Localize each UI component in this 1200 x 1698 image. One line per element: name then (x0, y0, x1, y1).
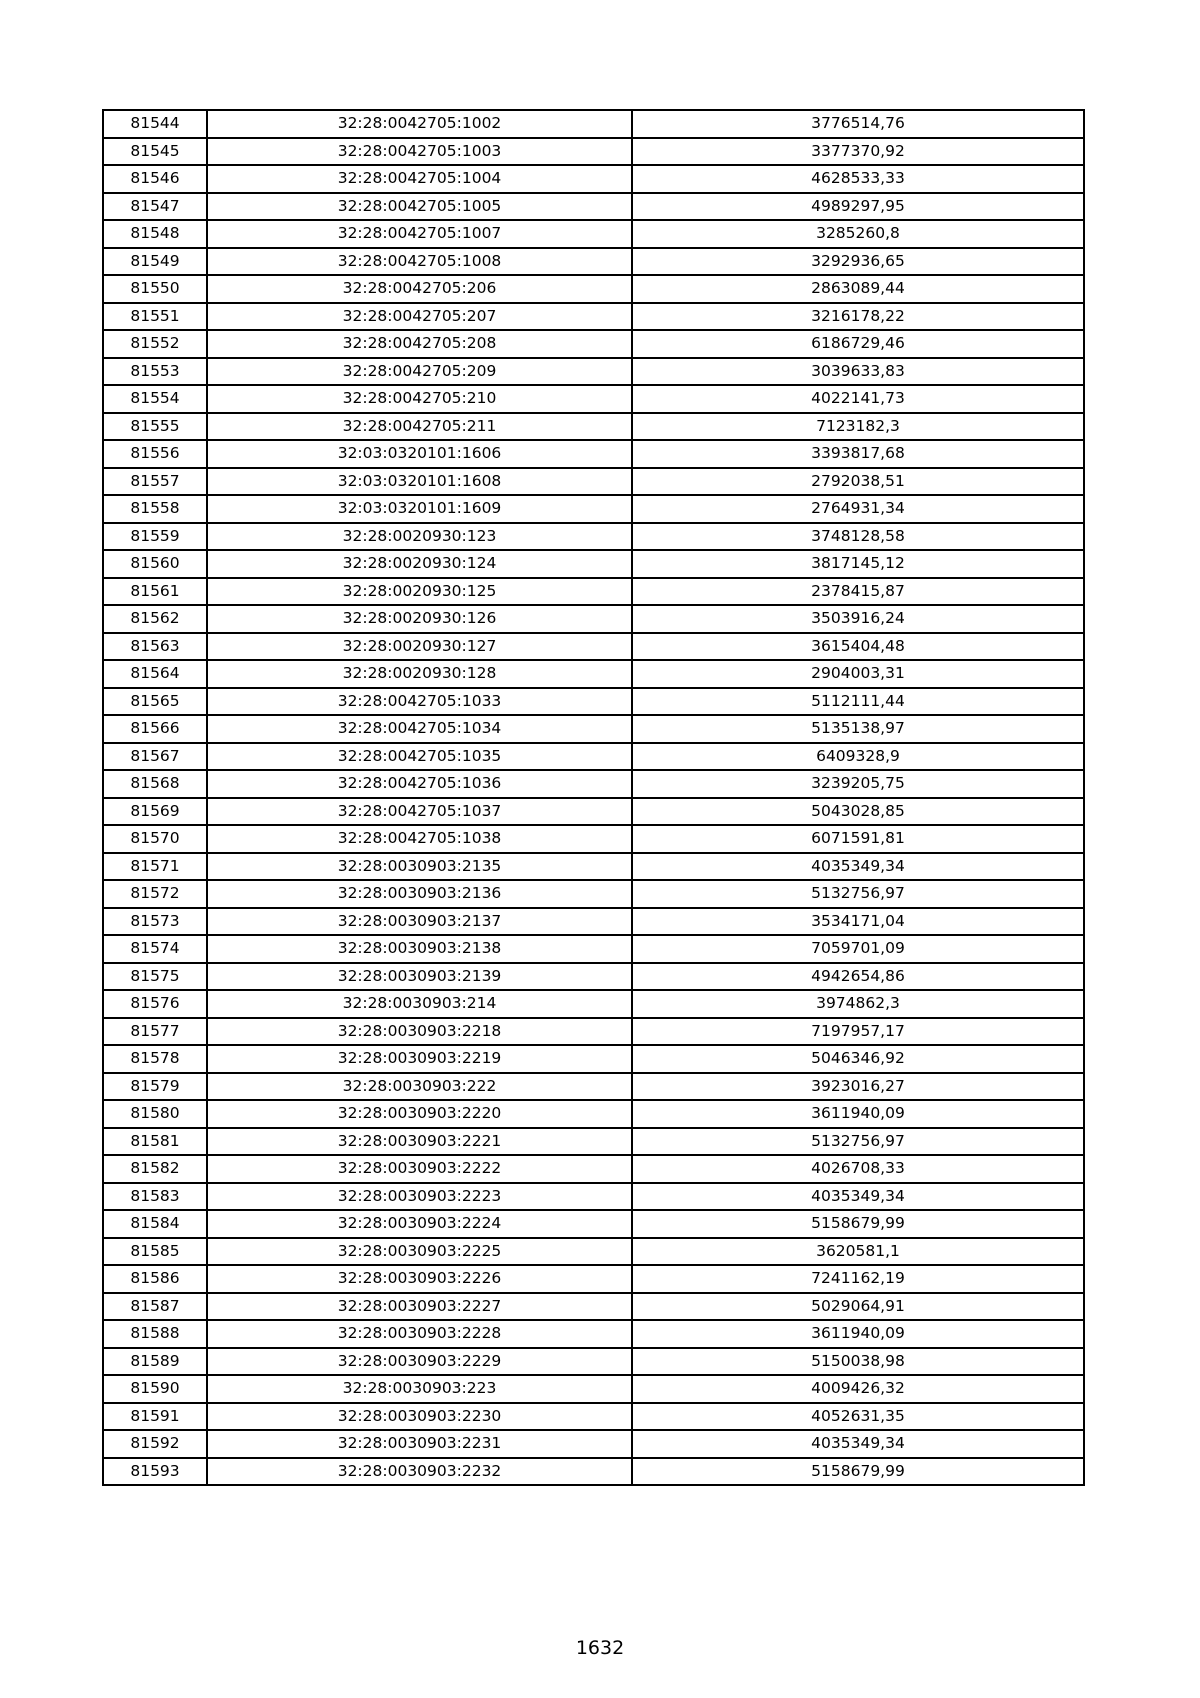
row-number-cell: 81588 (103, 1320, 207, 1348)
row-number-cell: 81558 (103, 495, 207, 523)
cadastral-number-cell: 32:28:0030903:223 (207, 1375, 632, 1403)
row-number-cell: 81560 (103, 550, 207, 578)
cadastral-number-cell: 32:28:0030903:2219 (207, 1045, 632, 1073)
cadastral-number-cell: 32:28:0030903:2223 (207, 1183, 632, 1211)
cadastral-value-cell: 4035349,34 (632, 1183, 1084, 1211)
row-number-cell: 81587 (103, 1293, 207, 1321)
cadastral-number-cell: 32:28:0030903:2221 (207, 1128, 632, 1156)
cadastral-number-cell: 32:28:0030903:2222 (207, 1155, 632, 1183)
cadastral-value-cell: 3292936,65 (632, 248, 1084, 276)
cadastral-value-cell: 5158679,99 (632, 1210, 1084, 1238)
cadastral-number-cell: 32:28:0042705:1004 (207, 165, 632, 193)
table-row (103, 358, 1084, 386)
row-number-cell: 81550 (103, 275, 207, 303)
cadastral-value-cell: 6409328,9 (632, 743, 1084, 771)
cadastral-number-cell: 32:28:0030903:2228 (207, 1320, 632, 1348)
row-number-cell: 81546 (103, 165, 207, 193)
table-row (103, 248, 1084, 276)
table-row (103, 1073, 1084, 1101)
row-number-cell: 81568 (103, 770, 207, 798)
cadastral-number-cell: 32:28:0020930:123 (207, 523, 632, 551)
cadastral-value-cell: 6071591,81 (632, 825, 1084, 853)
cadastral-number-cell: 32:28:0042705:211 (207, 413, 632, 441)
table-row (103, 1155, 1084, 1183)
table-row (103, 1018, 1084, 1046)
cadastral-number-cell: 32:28:0042705:1036 (207, 770, 632, 798)
cadastral-value-cell: 4989297,95 (632, 193, 1084, 221)
row-number-cell: 81544 (103, 110, 207, 138)
cadastral-number-cell: 32:28:0030903:2225 (207, 1238, 632, 1266)
table-row (103, 743, 1084, 771)
cadastral-number-cell: 32:28:0042705:210 (207, 385, 632, 413)
cadastral-value-cell: 4035349,34 (632, 1430, 1084, 1458)
row-number-cell: 81557 (103, 468, 207, 496)
cadastral-value-cell: 3377370,92 (632, 138, 1084, 166)
cadastral-value-cell: 5043028,85 (632, 798, 1084, 826)
row-number-cell: 81575 (103, 963, 207, 991)
cadastral-value-cell: 5150038,98 (632, 1348, 1084, 1376)
table-row (103, 193, 1084, 221)
cadastral-value-cell: 3611940,09 (632, 1320, 1084, 1348)
table-row (103, 1458, 1084, 1486)
row-number-cell: 81547 (103, 193, 207, 221)
row-number-cell: 81555 (103, 413, 207, 441)
cadastral-value-cell: 7059701,09 (632, 935, 1084, 963)
table-row (103, 688, 1084, 716)
row-number-cell: 81589 (103, 1348, 207, 1376)
cadastral-value-cell: 2378415,87 (632, 578, 1084, 606)
row-number-cell: 81571 (103, 853, 207, 881)
table-row (103, 825, 1084, 853)
row-number-cell: 81579 (103, 1073, 207, 1101)
cadastral-value-cell: 3615404,48 (632, 633, 1084, 661)
cadastral-value-cell: 7241162,19 (632, 1265, 1084, 1293)
cadastral-value-cell: 6186729,46 (632, 330, 1084, 358)
cadastral-number-cell: 32:28:0042705:1008 (207, 248, 632, 276)
cadastral-number-cell: 32:28:0030903:2231 (207, 1430, 632, 1458)
cadastral-value-cell: 3923016,27 (632, 1073, 1084, 1101)
table-row (103, 110, 1084, 138)
table-row (103, 275, 1084, 303)
cadastral-number-cell: 32:03:0320101:1606 (207, 440, 632, 468)
cadastral-number-cell: 32:28:0042705:1007 (207, 220, 632, 248)
cadastral-value-cell: 4628533,33 (632, 165, 1084, 193)
row-number-cell: 81591 (103, 1403, 207, 1431)
row-number-cell: 81548 (103, 220, 207, 248)
table-row (103, 715, 1084, 743)
cadastral-value-cell: 3817145,12 (632, 550, 1084, 578)
table-row (103, 1375, 1084, 1403)
cadastral-value-cell: 2764931,34 (632, 495, 1084, 523)
cadastral-value-cell: 5158679,99 (632, 1458, 1084, 1486)
row-number-cell: 81561 (103, 578, 207, 606)
cadastral-value-cell: 3039633,83 (632, 358, 1084, 386)
cadastral-value-table (102, 109, 1085, 1486)
cadastral-value-cell: 5132756,97 (632, 1128, 1084, 1156)
cadastral-value-cell: 3285260,8 (632, 220, 1084, 248)
row-number-cell: 81584 (103, 1210, 207, 1238)
table-row (103, 1210, 1084, 1238)
table-row (103, 633, 1084, 661)
cadastral-number-cell: 32:28:0030903:2229 (207, 1348, 632, 1376)
cadastral-number-cell: 32:28:0030903:222 (207, 1073, 632, 1101)
table-row (103, 1265, 1084, 1293)
row-number-cell: 81569 (103, 798, 207, 826)
table-row (103, 1430, 1084, 1458)
cadastral-number-cell: 32:28:0030903:2232 (207, 1458, 632, 1486)
cadastral-number-cell: 32:28:0020930:127 (207, 633, 632, 661)
row-number-cell: 81586 (103, 1265, 207, 1293)
table-row (103, 853, 1084, 881)
cadastral-number-cell: 32:28:0030903:2227 (207, 1293, 632, 1321)
cadastral-value-cell: 3620581,1 (632, 1238, 1084, 1266)
cadastral-number-cell: 32:28:0042705:1034 (207, 715, 632, 743)
cadastral-number-cell: 32:28:0042705:1038 (207, 825, 632, 853)
cadastral-number-cell: 32:28:0020930:126 (207, 605, 632, 633)
table-row (103, 990, 1084, 1018)
table-row (103, 468, 1084, 496)
table-row (103, 1293, 1084, 1321)
cadastral-value-cell: 5112111,44 (632, 688, 1084, 716)
table-body (103, 110, 1084, 1485)
table-row (103, 908, 1084, 936)
row-number-cell: 81552 (103, 330, 207, 358)
table-row (103, 413, 1084, 441)
row-number-cell: 81578 (103, 1045, 207, 1073)
table-row (103, 1100, 1084, 1128)
row-number-cell: 81549 (103, 248, 207, 276)
cadastral-value-cell: 2792038,51 (632, 468, 1084, 496)
table-row (103, 1403, 1084, 1431)
cadastral-value-cell: 2863089,44 (632, 275, 1084, 303)
cadastral-value-cell: 3216178,22 (632, 303, 1084, 331)
cadastral-number-cell: 32:28:0042705:1003 (207, 138, 632, 166)
cadastral-value-cell: 3393817,68 (632, 440, 1084, 468)
cadastral-number-cell: 32:28:0030903:2224 (207, 1210, 632, 1238)
table-row (103, 523, 1084, 551)
table-row (103, 220, 1084, 248)
cadastral-number-cell: 32:28:0030903:2218 (207, 1018, 632, 1046)
table-row (103, 1183, 1084, 1211)
row-number-cell: 81554 (103, 385, 207, 413)
table-row (103, 138, 1084, 166)
row-number-cell: 81582 (103, 1155, 207, 1183)
row-number-cell: 81573 (103, 908, 207, 936)
row-number-cell: 81566 (103, 715, 207, 743)
table-row (103, 330, 1084, 358)
cadastral-number-cell: 32:28:0020930:124 (207, 550, 632, 578)
cadastral-value-cell: 3534171,04 (632, 908, 1084, 936)
table-row (103, 770, 1084, 798)
table-row (103, 880, 1084, 908)
cadastral-value-cell: 5029064,91 (632, 1293, 1084, 1321)
cadastral-value-cell: 3611940,09 (632, 1100, 1084, 1128)
table-row (103, 165, 1084, 193)
table-row (103, 495, 1084, 523)
row-number-cell: 81574 (103, 935, 207, 963)
row-number-cell: 81564 (103, 660, 207, 688)
row-number-cell: 81576 (103, 990, 207, 1018)
table-row (103, 1045, 1084, 1073)
table-row (103, 1320, 1084, 1348)
row-number-cell: 81577 (103, 1018, 207, 1046)
cadastral-number-cell: 32:28:0042705:1035 (207, 743, 632, 771)
row-number-cell: 81563 (103, 633, 207, 661)
cadastral-value-cell: 4035349,34 (632, 853, 1084, 881)
cadastral-number-cell: 32:28:0030903:2230 (207, 1403, 632, 1431)
cadastral-value-cell: 4942654,86 (632, 963, 1084, 991)
table-row (103, 440, 1084, 468)
cadastral-number-cell: 32:28:0042705:206 (207, 275, 632, 303)
cadastral-number-cell: 32:28:0030903:2136 (207, 880, 632, 908)
row-number-cell: 81590 (103, 1375, 207, 1403)
cadastral-value-cell: 2904003,31 (632, 660, 1084, 688)
row-number-cell: 81583 (103, 1183, 207, 1211)
cadastral-number-cell: 32:03:0320101:1609 (207, 495, 632, 523)
cadastral-number-cell: 32:28:0042705:1037 (207, 798, 632, 826)
cadastral-number-cell: 32:28:0042705:1033 (207, 688, 632, 716)
row-number-cell: 81593 (103, 1458, 207, 1486)
cadastral-value-cell: 3239205,75 (632, 770, 1084, 798)
cadastral-value-cell: 3776514,76 (632, 110, 1084, 138)
cadastral-number-cell: 32:28:0042705:209 (207, 358, 632, 386)
row-number-cell: 81553 (103, 358, 207, 386)
cadastral-number-cell: 32:28:0030903:2139 (207, 963, 632, 991)
row-number-cell: 81567 (103, 743, 207, 771)
table-row (103, 798, 1084, 826)
cadastral-number-cell: 32:28:0020930:128 (207, 660, 632, 688)
table-row (103, 1128, 1084, 1156)
cadastral-number-cell: 32:28:0042705:208 (207, 330, 632, 358)
cadastral-number-cell: 32:28:0042705:1002 (207, 110, 632, 138)
table-row (103, 550, 1084, 578)
cadastral-value-cell: 4009426,32 (632, 1375, 1084, 1403)
cadastral-value-cell: 5046346,92 (632, 1045, 1084, 1073)
row-number-cell: 81562 (103, 605, 207, 633)
cadastral-number-cell: 32:28:0030903:2220 (207, 1100, 632, 1128)
table-row (103, 578, 1084, 606)
row-number-cell: 81570 (103, 825, 207, 853)
cadastral-value-cell: 5132756,97 (632, 880, 1084, 908)
cadastral-number-cell: 32:03:0320101:1608 (207, 468, 632, 496)
cadastral-number-cell: 32:28:0020930:125 (207, 578, 632, 606)
cadastral-value-cell: 5135138,97 (632, 715, 1084, 743)
row-number-cell: 81545 (103, 138, 207, 166)
table-row (103, 385, 1084, 413)
cadastral-number-cell: 32:28:0030903:2138 (207, 935, 632, 963)
row-number-cell: 81565 (103, 688, 207, 716)
table-row (103, 1238, 1084, 1266)
cadastral-value-cell: 3748128,58 (632, 523, 1084, 551)
cadastral-value-cell: 3974862,3 (632, 990, 1084, 1018)
cadastral-number-cell: 32:28:0030903:2137 (207, 908, 632, 936)
cadastral-number-cell: 32:28:0030903:214 (207, 990, 632, 1018)
table-row (103, 963, 1084, 991)
row-number-cell: 81580 (103, 1100, 207, 1128)
row-number-cell: 81559 (103, 523, 207, 551)
row-number-cell: 81581 (103, 1128, 207, 1156)
cadastral-value-cell: 4026708,33 (632, 1155, 1084, 1183)
cadastral-number-cell: 32:28:0042705:1005 (207, 193, 632, 221)
cadastral-number-cell: 32:28:0042705:207 (207, 303, 632, 331)
table-row (103, 660, 1084, 688)
table-row (103, 1348, 1084, 1376)
row-number-cell: 81585 (103, 1238, 207, 1266)
table-row (103, 605, 1084, 633)
row-number-cell: 81556 (103, 440, 207, 468)
cadastral-value-cell: 3503916,24 (632, 605, 1084, 633)
cadastral-value-cell: 7123182,3 (632, 413, 1084, 441)
cadastral-number-cell: 32:28:0030903:2135 (207, 853, 632, 881)
row-number-cell: 81592 (103, 1430, 207, 1458)
row-number-cell: 81551 (103, 303, 207, 331)
table-row (103, 935, 1084, 963)
row-number-cell: 81572 (103, 880, 207, 908)
page-number: 1632 (575, 1637, 625, 1659)
cadastral-value-cell: 4052631,35 (632, 1403, 1084, 1431)
table-row (103, 303, 1084, 331)
cadastral-value-cell: 7197957,17 (632, 1018, 1084, 1046)
cadastral-number-cell: 32:28:0030903:2226 (207, 1265, 632, 1293)
cadastral-value-cell: 4022141,73 (632, 385, 1084, 413)
